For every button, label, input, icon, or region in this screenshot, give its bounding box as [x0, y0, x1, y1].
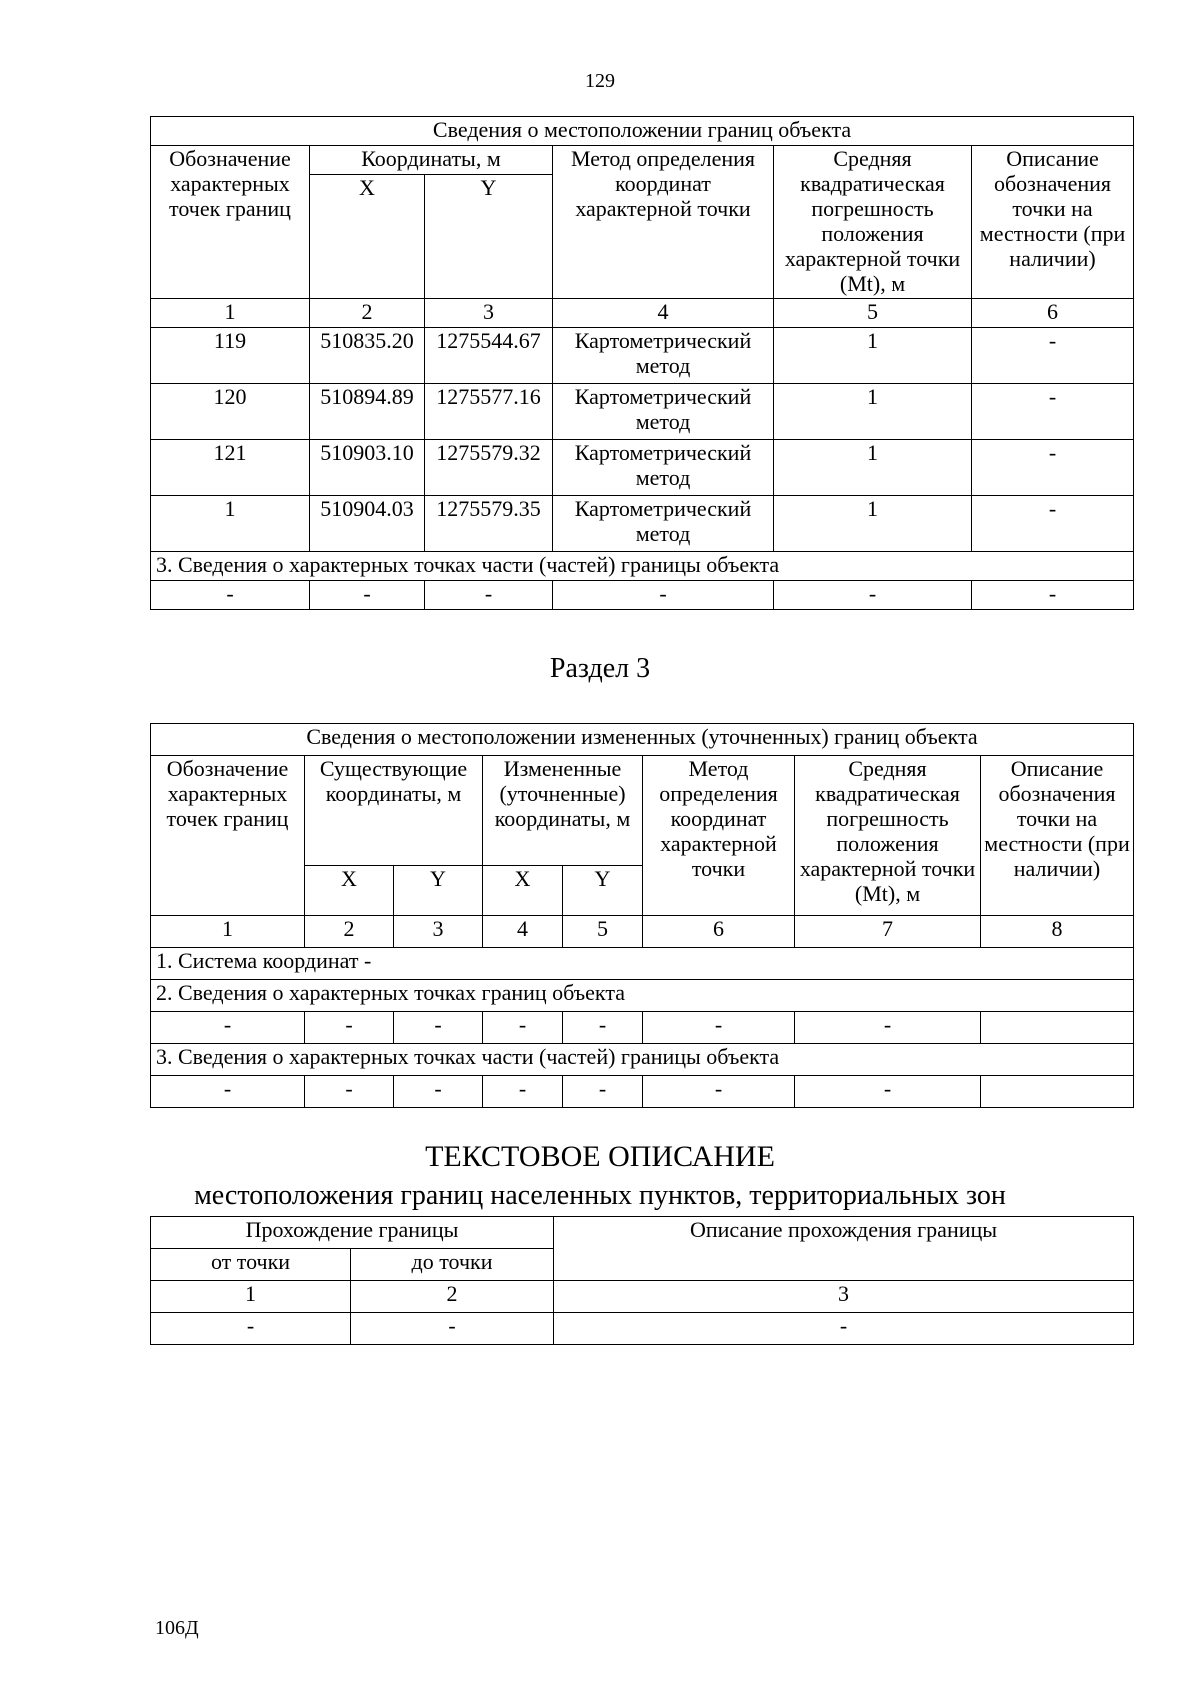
empty-cell: -: [425, 581, 553, 610]
column-number: 1: [151, 299, 310, 328]
point-id: 119: [151, 328, 310, 384]
table-row: [151, 440, 1134, 496]
coordinate-system-label: 1. Система координат -: [151, 948, 1134, 980]
empty-cell: -: [563, 1012, 643, 1044]
column-number: 7: [795, 916, 981, 948]
description-value: -: [972, 384, 1134, 440]
header-existing-coordinates: Существующие координаты, м: [305, 756, 483, 866]
empty-cell: -: [483, 1076, 563, 1108]
empty-cell: -: [795, 1012, 981, 1044]
description-value: -: [972, 328, 1134, 384]
column-number: 3: [425, 299, 553, 328]
table-row: [151, 384, 1134, 440]
section-heading: Раздел 3: [549, 653, 651, 684]
empty-cell: -: [795, 1076, 981, 1108]
method: Картометрический метод: [553, 328, 774, 384]
description-value: -: [972, 440, 1134, 496]
table-row: [151, 496, 1134, 552]
header-y: Y: [394, 866, 483, 916]
header-description: Описание обозначения точки на местности (при наличии): [981, 756, 1134, 916]
column-number: 4: [553, 299, 774, 328]
header-description: Описание обозначения точки на местности (при наличии): [972, 146, 1134, 299]
header-changed-coordinates: Измененные (уточненные) координаты, м: [483, 756, 643, 866]
column-number: 5: [563, 916, 643, 948]
column-number: 2: [351, 1281, 554, 1313]
header-coordinates: Координаты, м: [310, 146, 553, 175]
header-method: Метод определения координат характерной точки: [553, 146, 774, 299]
point-id: 121: [151, 440, 310, 496]
column-number: 2: [310, 299, 425, 328]
table-row: [151, 581, 1134, 610]
empty-cell: -: [151, 581, 310, 610]
coord-y: 1275577.16: [425, 384, 553, 440]
header-error: Средняя квадратическая погрешность положения характерной точки (Mt), м: [795, 756, 981, 916]
header-x: X: [305, 866, 394, 916]
empty-cell: -: [151, 1076, 305, 1108]
column-number: 3: [394, 916, 483, 948]
point-id: 120: [151, 384, 310, 440]
column-number: 3: [554, 1281, 1134, 1313]
description-value: -: [972, 496, 1134, 552]
error-value: 1: [774, 440, 972, 496]
boundary-passage-table: [150, 1216, 1134, 1345]
empty-cell: -: [553, 581, 774, 610]
table-title: Сведения о местоположении измененных (уточненных) границ объекта: [151, 724, 1134, 756]
page-number: 129: [585, 70, 615, 92]
empty-cell: -: [394, 1076, 483, 1108]
header-passage-description: Описание прохождения границы: [554, 1217, 1134, 1281]
method: Картометрический метод: [553, 384, 774, 440]
empty-cell: [981, 1076, 1134, 1108]
section-label: 3. Сведения о характерных точках части (частей) границы объекта: [151, 1044, 1134, 1076]
header-y: Y: [563, 866, 643, 916]
empty-cell: -: [774, 581, 972, 610]
empty-cell: -: [305, 1076, 394, 1108]
text-description-title: ТЕКСТОВОЕ ОПИСАНИЕ: [425, 1140, 775, 1173]
header-x: X: [310, 175, 425, 299]
error-value: 1: [774, 328, 972, 384]
method: Картометрический метод: [553, 440, 774, 496]
header-designation: Обозначение характерных точек границ: [151, 756, 305, 916]
empty-cell: -: [554, 1313, 1134, 1345]
method: Картометрический метод: [553, 496, 774, 552]
empty-cell: -: [310, 581, 425, 610]
empty-cell: -: [643, 1012, 795, 1044]
header-error: Средняя квадратическая погрешность положения характерной точки (Mt), м: [774, 146, 972, 299]
footer-code: 106Д: [155, 1617, 199, 1639]
column-numbers-row: [151, 1281, 1134, 1313]
table-row: [151, 1313, 1134, 1345]
coord-y: 1275579.35: [425, 496, 553, 552]
coord-x: 510835.20: [310, 328, 425, 384]
column-number: 4: [483, 916, 563, 948]
header-from-point: от точки: [151, 1249, 351, 1281]
coord-x: 510904.03: [310, 496, 425, 552]
column-number: 2: [305, 916, 394, 948]
boundary-location-table: [150, 116, 1134, 610]
header-x: X: [483, 866, 563, 916]
coord-x: 510894.89: [310, 384, 425, 440]
point-id: 1: [151, 496, 310, 552]
empty-cell: -: [351, 1313, 554, 1345]
column-number: 1: [151, 916, 305, 948]
empty-cell: -: [972, 581, 1134, 610]
empty-cell: -: [305, 1012, 394, 1044]
column-number: 6: [643, 916, 795, 948]
text-description-subtitle: местоположения границ населенных пунктов, территориальных зон: [194, 1180, 1006, 1211]
table-row: [151, 328, 1134, 384]
header-to-point: до точки: [351, 1249, 554, 1281]
column-numbers-row: [151, 916, 1134, 948]
header-designation: Обозначение характерных точек границ: [151, 146, 310, 299]
table-row: [151, 1012, 1134, 1044]
header-y: Y: [425, 175, 553, 299]
empty-cell: -: [563, 1076, 643, 1108]
column-number: 5: [774, 299, 972, 328]
empty-cell: -: [151, 1313, 351, 1345]
coord-x: 510903.10: [310, 440, 425, 496]
column-number: 8: [981, 916, 1134, 948]
coord-y: 1275544.67: [425, 328, 553, 384]
empty-cell: -: [394, 1012, 483, 1044]
empty-cell: -: [643, 1076, 795, 1108]
column-numbers-row: [151, 299, 1134, 328]
changed-boundary-table: [150, 723, 1134, 1108]
empty-cell: -: [151, 1012, 305, 1044]
section-label: 2. Сведения о характерных точках границ объекта: [151, 980, 1134, 1012]
column-number: 6: [972, 299, 1134, 328]
column-number: 1: [151, 1281, 351, 1313]
empty-cell: [981, 1012, 1134, 1044]
empty-cell: -: [483, 1012, 563, 1044]
section-label: 3. Сведения о характерных точках части (частей) границы объекта: [151, 552, 1134, 581]
error-value: 1: [774, 384, 972, 440]
coord-y: 1275579.32: [425, 440, 553, 496]
header-passage: Прохождение границы: [151, 1217, 554, 1249]
error-value: 1: [774, 496, 972, 552]
header-method: Метод определения координат характерной точки: [643, 756, 795, 916]
table-title: Сведения о местоположении границ объекта: [151, 117, 1134, 146]
table-row: [151, 1076, 1134, 1108]
